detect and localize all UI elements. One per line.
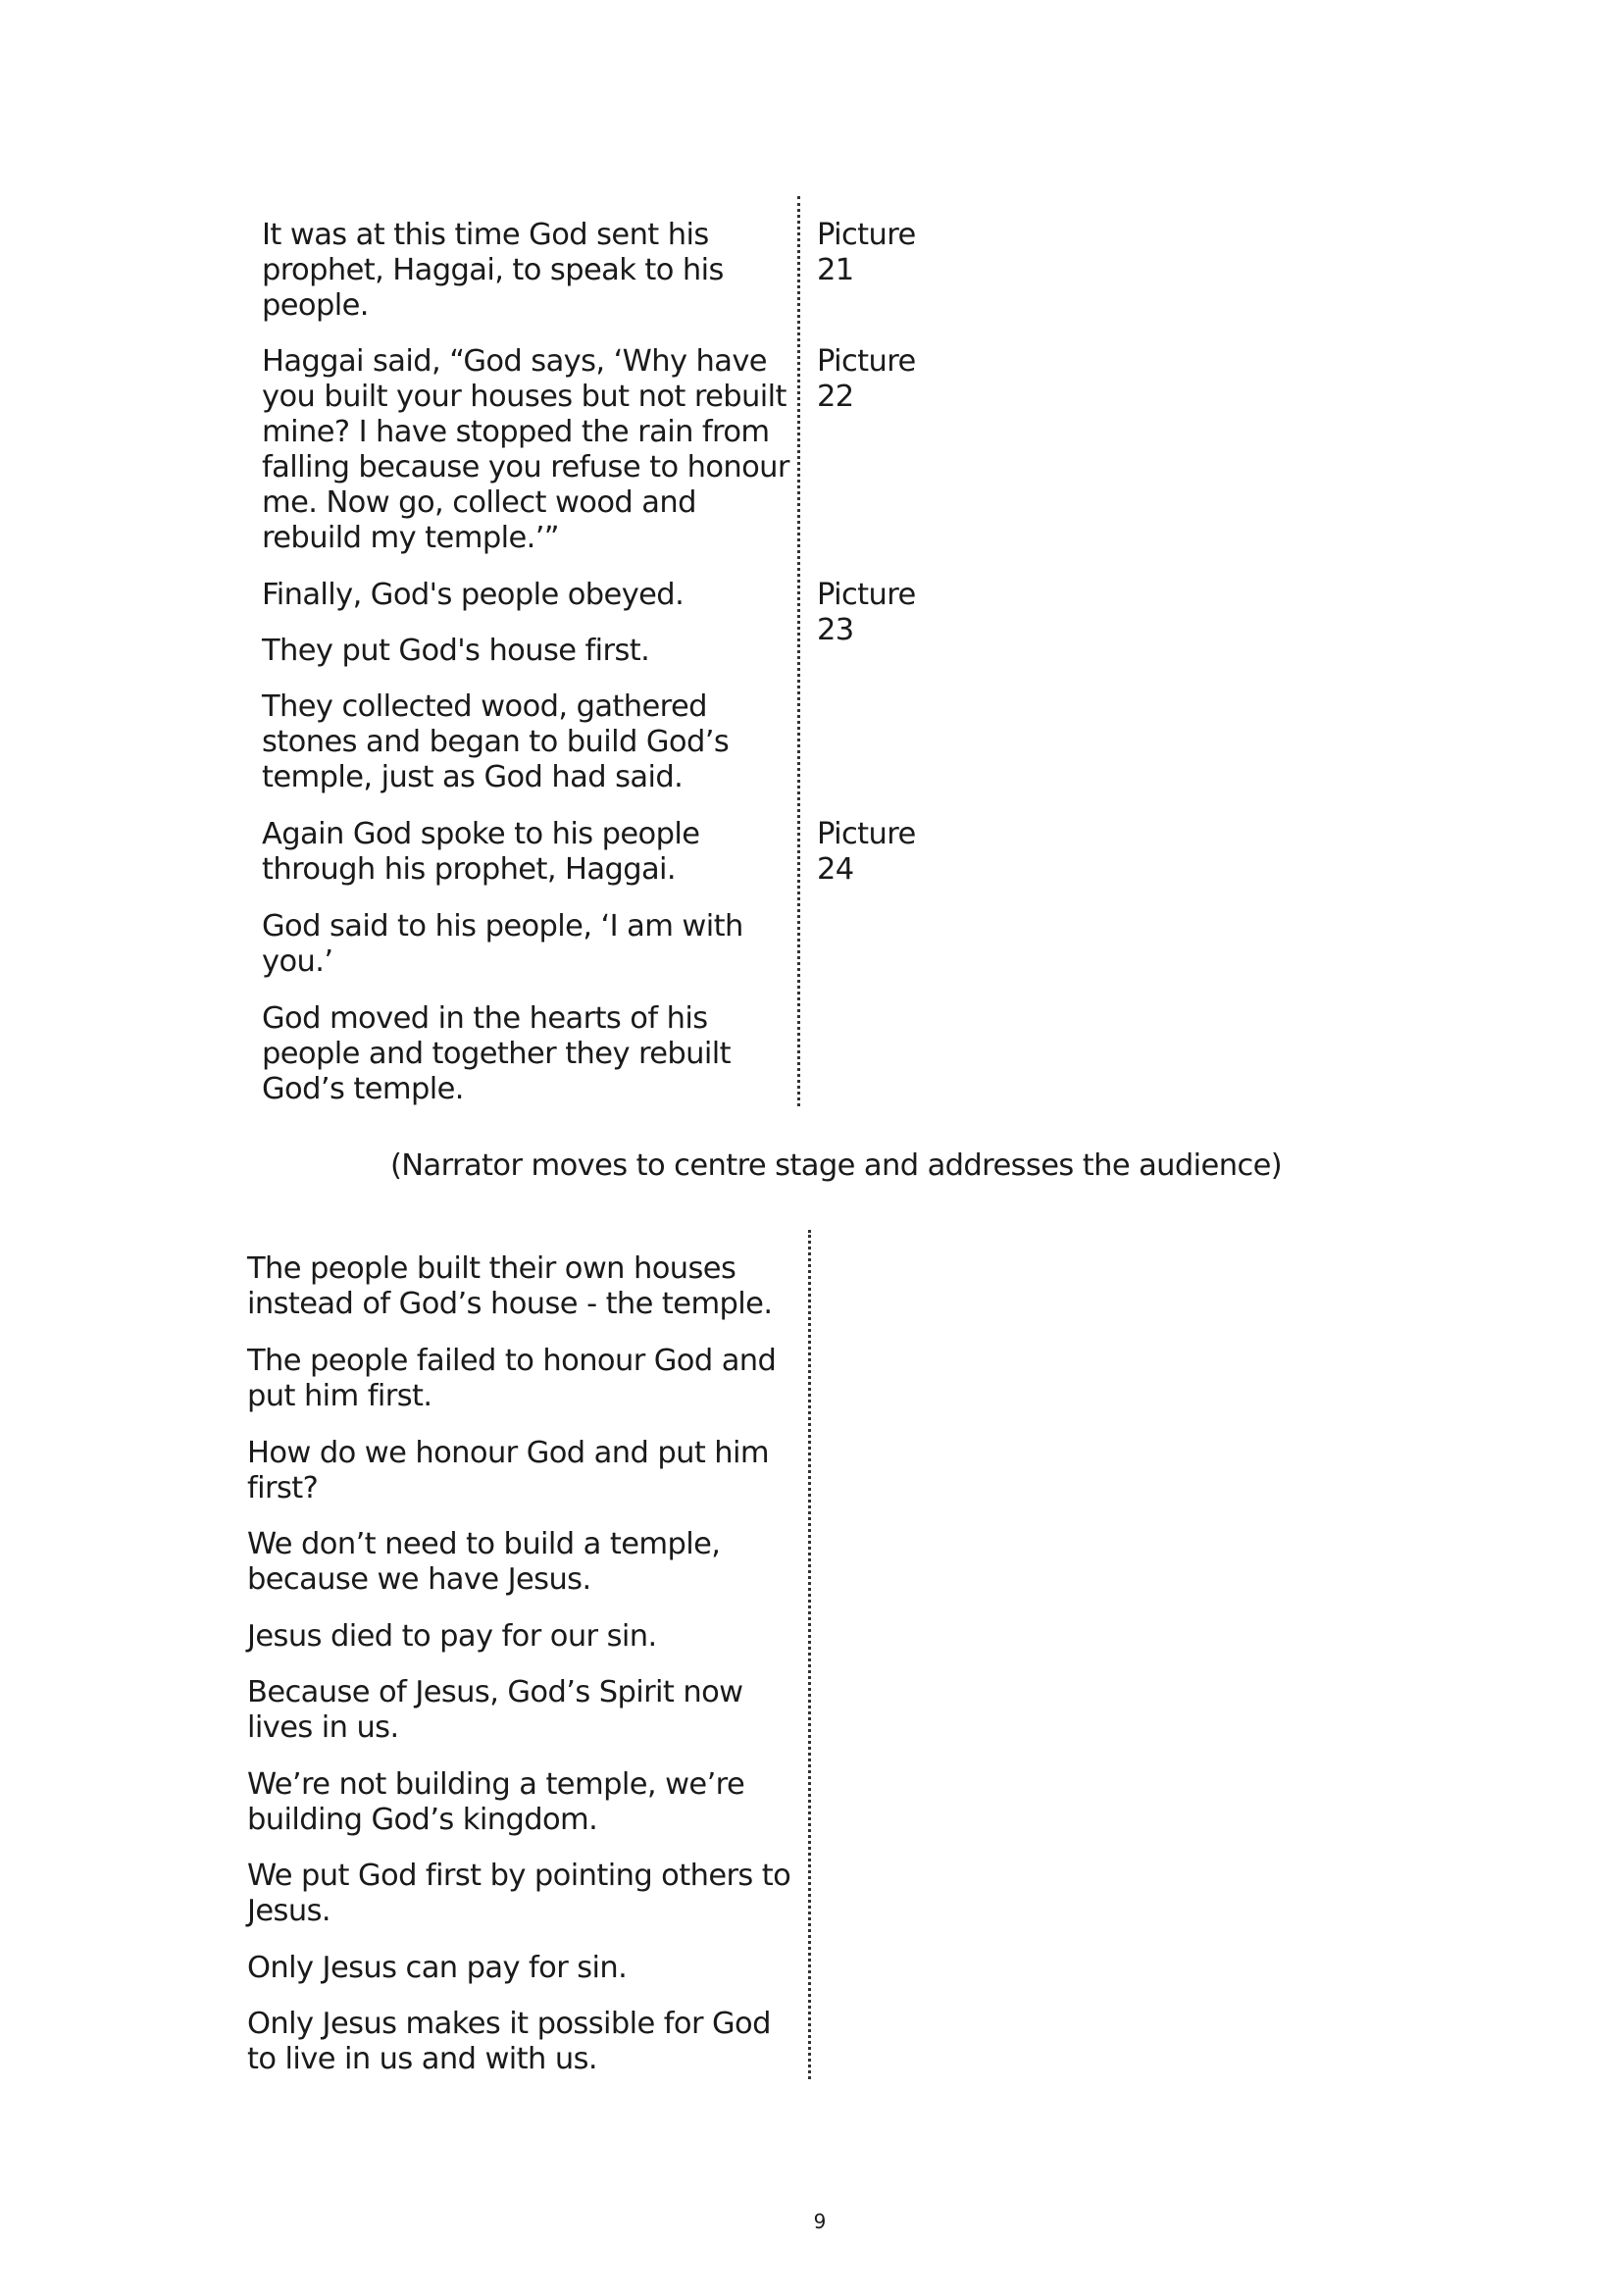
- script-paragraph: God moved in the hearts of his people and together they rebuilt God’s temple.: [262, 1001, 732, 1106]
- picture-cue: Picture 24: [817, 817, 916, 887]
- script-paragraph: Haggai said, “God says, ‘Why have you built your houses but not rebuilt mine? I have stopped the rain from falling because you refuse to honour me. Now go, collect wood and rebuild my temple.’”: [262, 344, 789, 555]
- stage-direction: (Narrator moves to centre stage and addresses the audience): [390, 1148, 1283, 1183]
- picture-cue: Picture 23: [817, 578, 916, 647]
- script-paragraph: The people failed to honour God and put him first.: [247, 1344, 777, 1413]
- script-paragraph: Again God spoke to his people through his prophet, Haggai.: [262, 817, 700, 887]
- script-paragraph: We’re not building a temple, we’re building God’s kingdom.: [247, 1767, 745, 1837]
- picture-cue: Picture 21: [817, 218, 916, 287]
- picture-cue: Picture 22: [817, 344, 916, 414]
- script-paragraph: We don’t need to build a temple, because we have Jesus.: [247, 1527, 721, 1597]
- script-paragraph: Finally, God's people obeyed.: [262, 578, 685, 612]
- script-paragraph: The people built their own houses instead of God’s house - the temple.: [247, 1251, 773, 1321]
- script-paragraph: Because of Jesus, God’s Spirit now lives in us.: [247, 1675, 743, 1745]
- script-paragraph: Only Jesus can pay for sin.: [247, 1951, 628, 1985]
- script-paragraph: Jesus died to pay for our sin.: [247, 1619, 657, 1654]
- column-divider: [797, 196, 800, 1106]
- column-divider: [808, 1230, 811, 2079]
- script-paragraph: It was at this time God sent his prophet, Haggai, to speak to his people.: [262, 218, 724, 323]
- script-paragraph: How do we honour God and put him first?: [247, 1436, 769, 1505]
- script-paragraph: God said to his people, ‘I am with you.’: [262, 909, 743, 979]
- script-paragraph: Only Jesus makes it possible for God to live in us and with us.: [247, 2007, 771, 2076]
- script-paragraph: We put God first by pointing others to Jesus.: [247, 1859, 791, 1928]
- script-paragraph: They put God's house first.: [262, 634, 650, 668]
- page-number: 9: [813, 2210, 827, 2233]
- script-paragraph: They collected wood, gathered stones and began to build God’s temple, just as God had said.: [262, 689, 730, 794]
